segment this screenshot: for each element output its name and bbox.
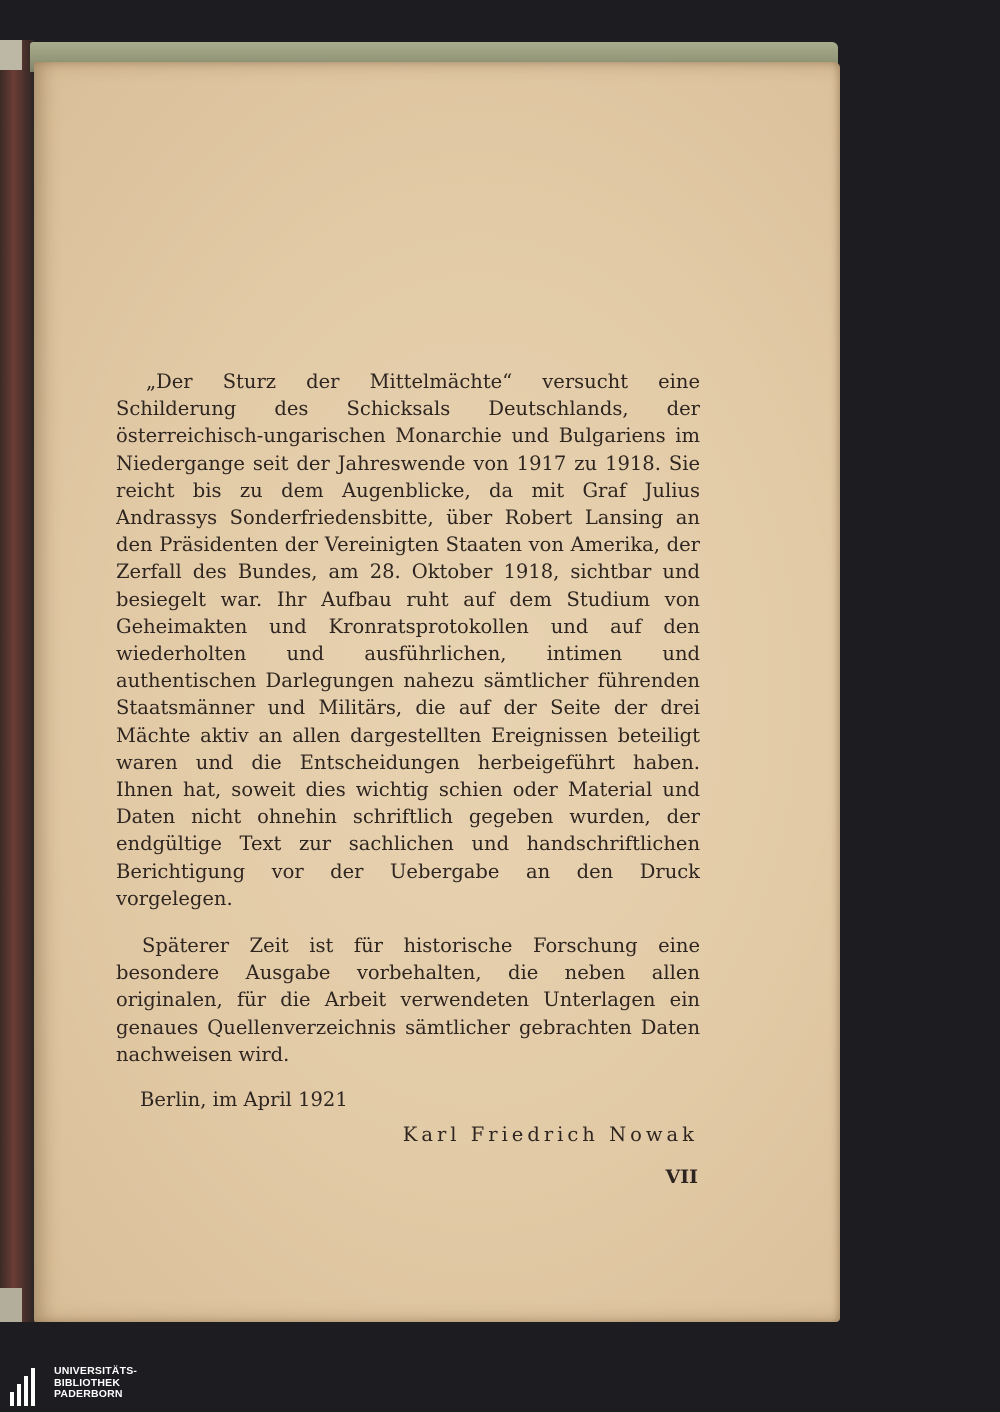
spine-edge-bottom xyxy=(0,1288,22,1322)
library-bars-icon xyxy=(10,1368,48,1406)
dateline: Berlin, im April 1921 xyxy=(140,1088,348,1112)
book-page xyxy=(34,62,840,1322)
preface-paragraph-1: „Der Sturz der Mittelmächte“ versucht eine Schilderung des Schicksals Deutschlands, der österreichisch-ungarischen Monarchie und Bulgariens im Niedergange seit der Jahreswende von 1917 zu 1918. Sie reicht bis zu dem Augenblicke, da mit Graf Julius Andrassys Sonderfriedensbitte, über Robert Lansing an den Präsidenten der Vereinigten Staaten von Amerika, der Zerfall des Bundes, am 28. Oktober 1918, sichtbar und besiegelt war. Ihr Aufbau ruht auf dem Studium von Geheimakten und Kronratsprotokollen und auf den wiederholten und ausführlichen, intimen und authentischen Darlegungen nahezu sämtlicher führenden Staatsmänner und Militärs, die auf der Seite der drei Mächte aktiv an allen dargestellten Ereignissen beteiligt waren und die Entscheidungen herbeigeführt haben. Ihnen hat, soweit dies wichtig schien oder Material und Daten nicht ohnehin schriftlich gegeben wurden, der endgültige Text zur sachlichen und handschriftlichen Berichtigung vor der Uebergabe an den Druck vorgelegen. xyxy=(116,370,700,910)
logo-line-1: UNIVERSITÄTS- xyxy=(54,1365,138,1377)
footer-bar xyxy=(0,1362,1000,1412)
logo-line-2: BIBLIOTHEK xyxy=(54,1376,121,1389)
preface-paragraph-2: Späterer Zeit ist für historische Forschung eine besondere Ausgabe vorbehalten, die neben allen originalen, für die Arbeit verwendeten Unterlagen ein genaues Quellenverzeichnis sämtlicher gebrachten Daten nachweisen wird. xyxy=(116,934,700,1066)
spine-edge-top xyxy=(0,40,22,70)
page-number: VII xyxy=(665,1166,698,1188)
book-spine xyxy=(0,40,34,1322)
author-signature: Karl Friedrich Nowak xyxy=(402,1123,698,1147)
logo-line-3: PADERBORN xyxy=(54,1388,123,1400)
preface-text xyxy=(116,368,700,1148)
library-logo-text xyxy=(54,1366,137,1401)
